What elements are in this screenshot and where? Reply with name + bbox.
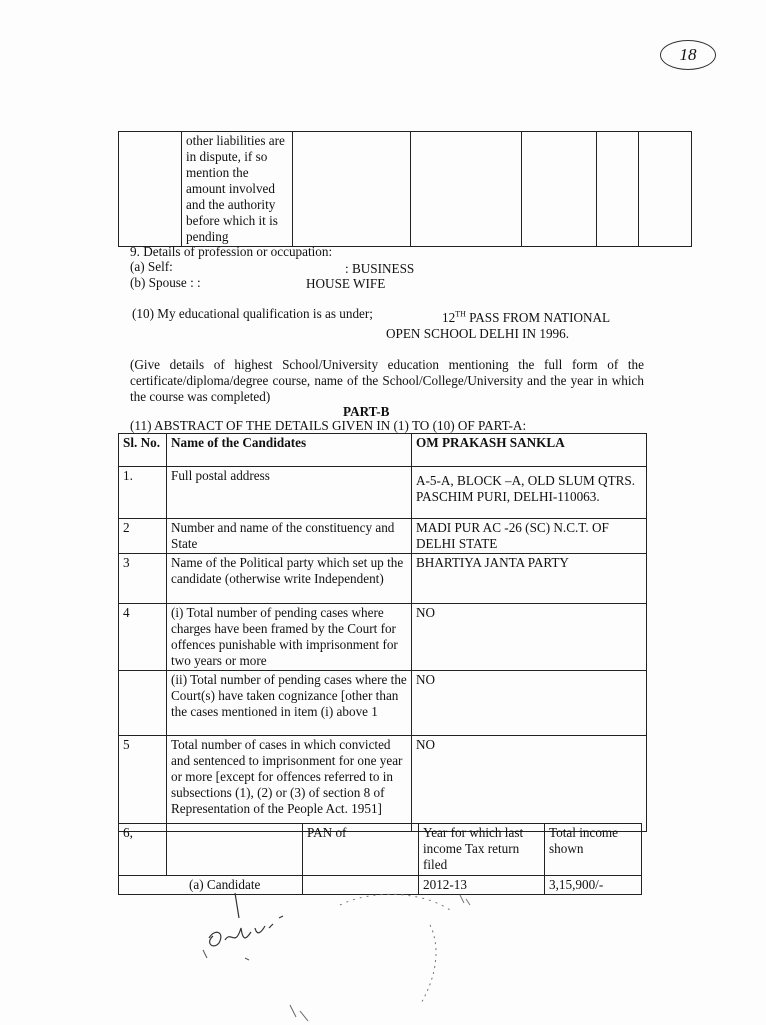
- table-cell: [119, 132, 182, 247]
- profession-heading: 9. Details of profession or occupation:: [130, 244, 333, 259]
- value-cell: BHARTIYA JANTA PARTY: [412, 554, 647, 604]
- table-row: [119, 671, 647, 736]
- self-value: : BUSINESS: [345, 261, 415, 276]
- value-cell: MADI PUR AC -26 (SC) N.C.T. OF DELHI STATE: [412, 519, 647, 554]
- education-value-line1: [442, 310, 610, 326]
- education-value-line2: OPEN SCHOOL DELHI IN 1996.: [386, 326, 570, 341]
- table-cell: [639, 132, 692, 247]
- abstract-table: [118, 433, 647, 832]
- sl-cell: 5: [119, 736, 167, 832]
- income-header: Total income shown: [545, 824, 642, 876]
- table-row: [119, 824, 642, 876]
- table-row: [119, 736, 647, 832]
- part-b-title: PART-B: [343, 404, 390, 419]
- year-cell: 2012-13: [419, 876, 545, 895]
- spouse-label: (b) Spouse : :: [130, 275, 201, 290]
- page-number-text: 18: [679, 45, 697, 64]
- label-cell: Total number of cases in which convicted and sentenced to imprisonment for one year or more [except for offences referred to in subsections (1), (2) or (3) of section 8 of Representation of the People Act. 1951]: [167, 736, 412, 832]
- value-cell: NO: [412, 671, 647, 736]
- education-value-rest: PASS FROM NATIONAL: [465, 310, 611, 325]
- table-cell: [293, 132, 411, 247]
- stamp-icon: [280, 885, 480, 1025]
- year-header: Year for which last income Tax return filed: [419, 824, 545, 876]
- liabilities-text: other liabilities are in dispute, if so mention the amount involved and the authority before which it is pending: [182, 132, 293, 247]
- table-cell: [597, 132, 639, 247]
- table-row: [119, 604, 647, 671]
- table-row: [119, 467, 647, 519]
- table-row: [119, 519, 647, 554]
- table-cell: [411, 132, 522, 247]
- sl-cell: [119, 671, 167, 736]
- sl-cell: 2: [119, 519, 167, 554]
- value-cell: NO: [412, 736, 647, 832]
- label-cell: Name of the Political party which set up the candidate (otherwise write Independent): [167, 554, 412, 604]
- label-cell: Full postal address: [167, 467, 412, 519]
- liabilities-table: [118, 131, 692, 247]
- education-value-prefix: 12: [442, 310, 456, 325]
- spouse-value: HOUSE WIFE: [306, 276, 386, 291]
- sl-cell: 4: [119, 604, 167, 671]
- sl-cell: 6,: [119, 824, 167, 876]
- education-value-sup: TH: [455, 309, 466, 319]
- label-cell: (ii) Total number of pending cases where the Court(s) have taken cognizance [other than the cases mentioned in item (i) above 1: [167, 671, 412, 736]
- table-header-row: [119, 434, 647, 467]
- table-row: [119, 554, 647, 604]
- label-cell: Number and name of the constituency and State: [167, 519, 412, 554]
- sl-cell: 3: [119, 554, 167, 604]
- self-label: (a) Self:: [130, 259, 173, 274]
- candidate-label: (a) Candidate: [189, 877, 261, 892]
- part-b-subtitle: (11) ABSTRACT OF THE DETAILS GIVEN IN (1) TO (10) OF PART-A:: [130, 418, 527, 433]
- value-cell: NO: [412, 604, 647, 671]
- table-cell: [167, 824, 303, 876]
- sl-header: Sl. No.: [119, 434, 167, 467]
- page-number: [660, 40, 716, 70]
- education-note: (Give details of highest School/University education mentioning the full form of the certificate/diploma/degree course, name of the School/College/University and the year in which the course was completed): [130, 357, 644, 404]
- value-cell: A-5-A, BLOCK –A, OLD SLUM QTRS. PASCHIM PURI, DELHI-110063.: [412, 467, 647, 519]
- sl-cell: 1.: [119, 467, 167, 519]
- candidate-name: OM PRAKASH SANKLA: [412, 434, 647, 467]
- name-header: Name of the Candidates: [167, 434, 412, 467]
- label-cell: (i) Total number of pending cases where charges have been framed by the Court for offences punishable with imprisonment for two years or more: [167, 604, 412, 671]
- table-cell: [522, 132, 597, 247]
- table-row: [119, 132, 692, 247]
- education-label: (10) My educational qualification is as under;: [132, 306, 373, 321]
- income-cell: 3,15,900/-: [545, 876, 642, 895]
- pan-header: PAN of: [303, 824, 419, 876]
